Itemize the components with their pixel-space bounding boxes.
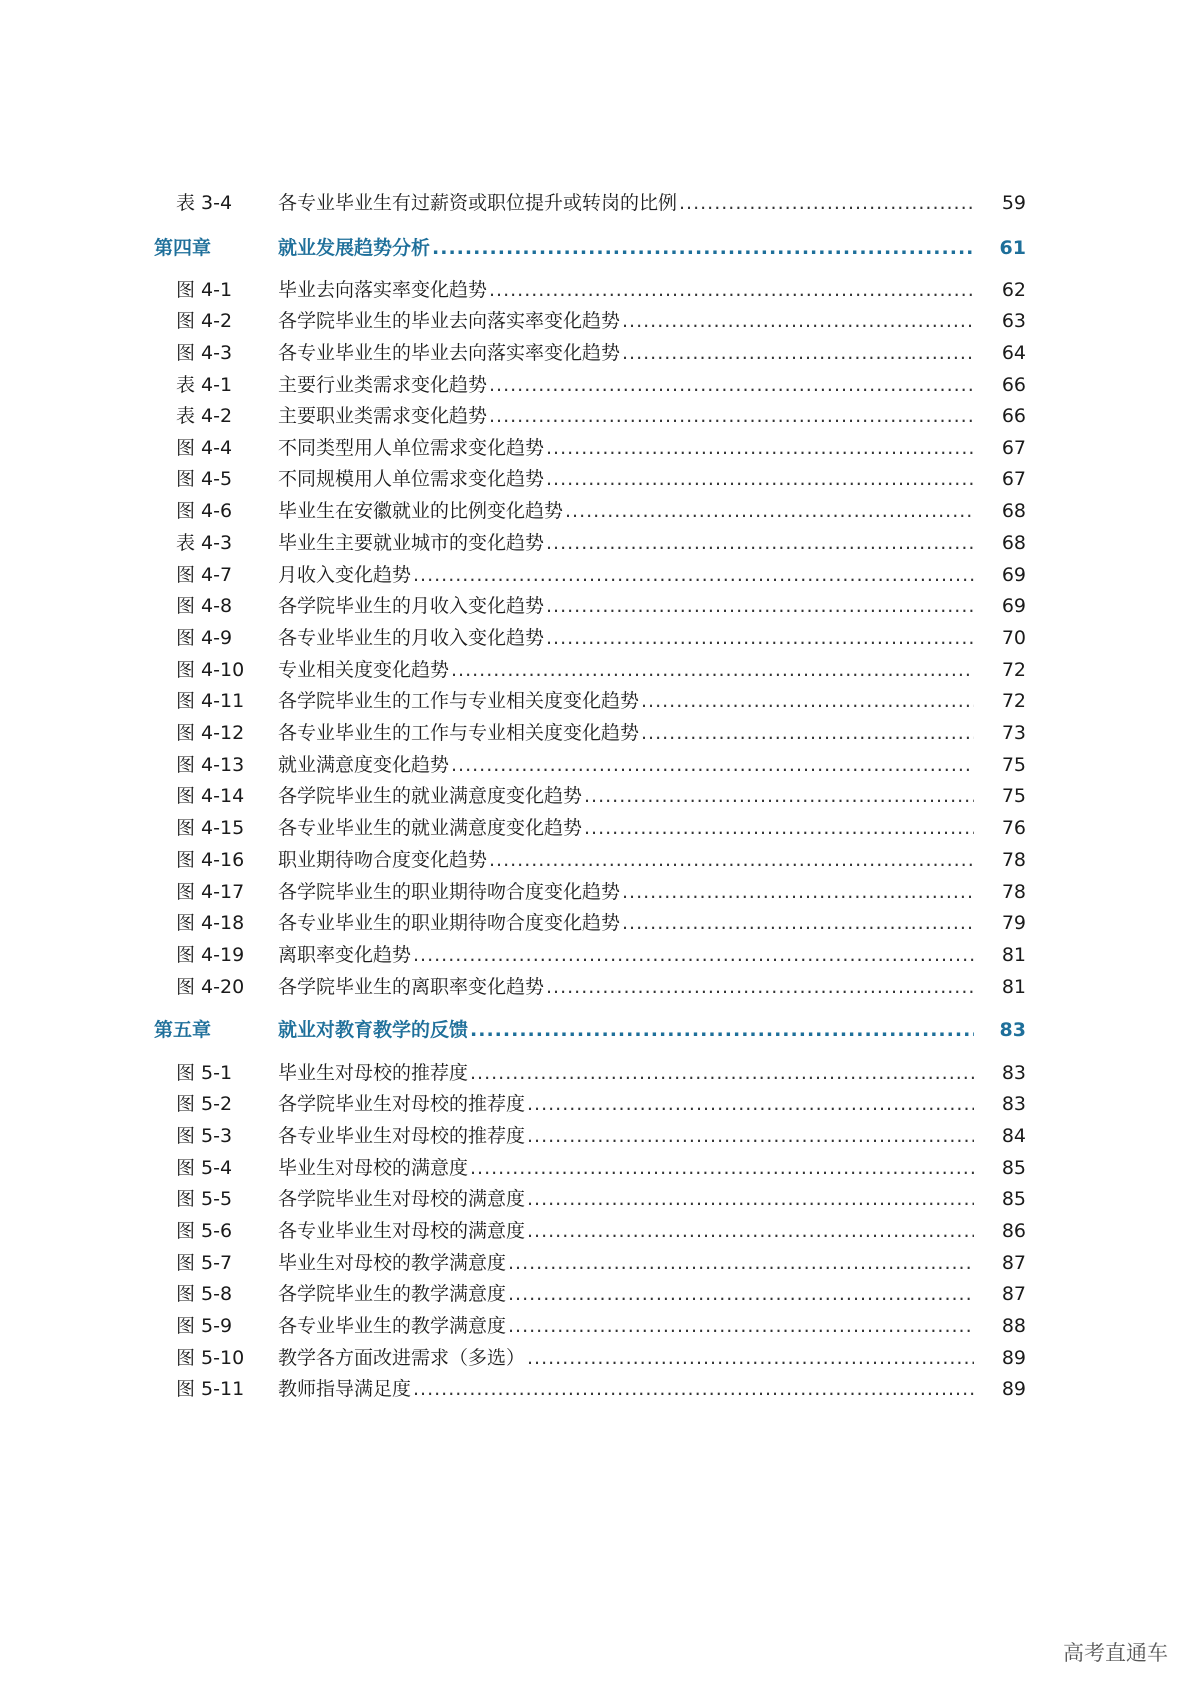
toc-entry[interactable] [0,845,1190,875]
toc-entry-title: 各学院毕业生的毕业去向落实率变化趋势 [278,310,621,332]
dot-leader [546,528,974,558]
toc-entry-label: 表 3-4 [176,192,233,214]
toc-entry-title: 各专业毕业生有过薪资或职位提升或转岗的比例 [278,192,678,214]
toc-entry[interactable] [0,496,1190,526]
toc-entry[interactable] [0,1248,1190,1278]
toc-entry-title: 各学院毕业生的职业期待吻合度变化趋势 [278,881,621,903]
toc-entry-title: 不同类型用人单位需求变化趋势 [278,437,545,459]
toc-entry-page-number: 88 [1001,1315,1026,1337]
toc-entry[interactable] [0,972,1190,1002]
toc-entry-title-line [278,233,974,263]
toc-entry-label: 图 4-20 [176,976,245,998]
toc-entry-title: 各学院毕业生的离职率变化趋势 [278,976,545,998]
dot-leader [432,233,974,263]
toc-entry[interactable] [0,1089,1190,1119]
toc-entry-title-line [278,655,974,685]
toc-entry-label: 表 4-1 [176,374,233,396]
toc-entry-label: 图 5-6 [176,1220,233,1242]
toc-entry[interactable] [0,877,1190,907]
toc-entry-label: 第四章 [154,237,212,259]
toc-entry-label: 图 5-7 [176,1252,233,1274]
toc-entry-page-number: 83 [1001,1062,1026,1084]
dot-leader [413,1374,974,1404]
toc-entry[interactable] [0,655,1190,685]
dot-leader [413,940,974,970]
toc-entry[interactable] [0,188,1190,218]
toc-entry-title-line [278,464,974,494]
toc-entry-label: 图 4-11 [176,690,245,712]
toc-entry-title: 各专业毕业生的职业期待吻合度变化趋势 [278,912,621,934]
toc-entry[interactable] [0,1184,1190,1214]
toc-entry-title: 主要职业类需求变化趋势 [278,405,488,427]
toc-entry-label: 图 5-10 [176,1347,245,1369]
toc-entry-title-line [278,306,974,336]
toc-entry-title-line [278,1248,974,1278]
dot-leader [641,686,974,716]
dot-leader [546,433,974,463]
toc-entry-page-number: 78 [1001,881,1026,903]
toc-entry-title-line [278,370,974,400]
dot-leader [641,718,974,748]
dot-leader [413,560,974,590]
toc-entry-title: 各专业毕业生的毕业去向落实率变化趋势 [278,342,621,364]
dot-leader [508,1279,974,1309]
dot-leader [489,275,974,305]
toc-entry-label: 图 4-14 [176,785,245,807]
toc-entry-title-line [278,781,974,811]
toc-entry-title-line [278,972,974,1002]
toc-entry-title-line [278,188,974,218]
toc-entry-page-number: 66 [1001,405,1026,427]
toc-entry-title: 就业对教育教学的反馈 [278,1019,469,1041]
toc-entry-page-number: 72 [1001,690,1026,712]
dot-leader [584,813,974,843]
toc-entry-title: 各学院毕业生对母校的推荐度 [278,1093,526,1115]
toc-entry-label: 图 4-17 [176,881,245,903]
toc-entry-page-number: 64 [1001,342,1026,364]
toc-entry-label: 图 5-11 [176,1378,245,1400]
toc-entry-label: 图 5-8 [176,1283,233,1305]
toc-entry[interactable] [0,940,1190,970]
toc-entry-page-number: 66 [1001,374,1026,396]
toc-entry-page-number: 81 [1001,976,1026,998]
dot-leader [451,750,974,780]
dot-leader [546,623,974,653]
toc-entry-page-number: 70 [1001,627,1026,649]
toc-entry[interactable] [0,528,1190,558]
toc-entry-title: 毕业生在安徽就业的比例变化趋势 [278,500,564,522]
toc-entry[interactable] [0,464,1190,494]
dot-leader [508,1311,974,1341]
toc-entry-title-line [278,275,974,305]
toc-entry-title-line [278,1089,974,1119]
toc-entry-title-line [278,686,974,716]
toc-entry-page-number: 78 [1001,849,1026,871]
toc-entry-page-number: 59 [1001,192,1026,214]
toc-entry-title-line [278,940,974,970]
toc-entry-page-number: 87 [1001,1283,1026,1305]
toc-entry-label: 图 4-9 [176,627,233,649]
toc-entry-page-number: 84 [1001,1125,1026,1147]
toc-entry-page-number: 85 [1001,1157,1026,1179]
toc-entry[interactable] [0,1279,1190,1309]
toc-entry-title: 各专业毕业生对母校的满意度 [278,1220,526,1242]
toc-entry-page-number: 62 [1001,279,1026,301]
toc-entry-title-line [278,1343,974,1373]
toc-entry-label: 图 4-7 [176,564,233,586]
toc-entry[interactable] [0,781,1190,811]
toc-entry-label: 图 5-3 [176,1125,233,1147]
toc-entry-title: 毕业生主要就业城市的变化趋势 [278,532,545,554]
toc-entry-title: 毕业去向落实率变化趋势 [278,279,488,301]
toc-entry-label: 图 5-5 [176,1188,233,1210]
dot-leader [470,1058,974,1088]
toc-entry-page-number: 75 [1001,785,1026,807]
dot-leader [584,781,974,811]
toc-entry-title: 教师指导满足度 [278,1378,412,1400]
toc-entry-title-line [278,750,974,780]
toc-entry-title: 各专业毕业生的教学满意度 [278,1315,507,1337]
toc-entry-label: 图 4-4 [176,437,233,459]
toc-entry-label: 图 4-15 [176,817,245,839]
dot-leader [546,591,974,621]
toc-entry-page-number: 69 [1001,595,1026,617]
toc-entry-page-number: 68 [1001,532,1026,554]
toc-entry-page-number: 67 [1001,468,1026,490]
toc-entry-title: 各学院毕业生的教学满意度 [278,1283,507,1305]
toc-entry[interactable] [0,1058,1190,1088]
dot-leader [527,1089,974,1119]
toc-entry-page-number: 61 [999,237,1026,259]
toc-entry-title: 各专业毕业生的工作与专业相关度变化趋势 [278,722,640,744]
toc-entry-title-line [278,1121,974,1151]
dot-leader [622,877,974,907]
toc-entry[interactable] [0,750,1190,780]
toc-entry-title: 教学各方面改进需求（多选） [278,1347,526,1369]
dot-leader [546,972,974,1002]
dot-leader [489,370,974,400]
dot-leader [508,1248,974,1278]
toc-entry-page-number: 69 [1001,564,1026,586]
toc-entry-label: 图 4-16 [176,849,245,871]
toc-entry-title: 各学院毕业生对母校的满意度 [278,1188,526,1210]
toc-entry-label: 图 4-18 [176,912,245,934]
toc-entry-page-number: 73 [1001,722,1026,744]
dot-leader [489,845,974,875]
toc-entry-title-line [278,1015,974,1045]
toc-entry[interactable] [0,370,1190,400]
toc-entry-title: 毕业生对母校的满意度 [278,1157,469,1179]
toc-entry-title-line [278,1058,974,1088]
toc-entry-title: 各专业毕业生对母校的推荐度 [278,1125,526,1147]
toc-entry-label: 图 4-8 [176,595,233,617]
toc-entry-label: 图 5-1 [176,1062,233,1084]
toc-chapter-entry[interactable] [0,233,1190,263]
toc-entry-title: 不同规模用人单位需求变化趋势 [278,468,545,490]
dot-leader [527,1121,974,1151]
toc-entry-label: 表 4-2 [176,405,233,427]
toc-entry-page-number: 72 [1001,659,1026,681]
dot-leader [679,188,974,218]
toc-entry-title-line [278,1153,974,1183]
dot-leader [622,306,974,336]
dot-leader [622,338,974,368]
toc-entry-page-number: 87 [1001,1252,1026,1274]
toc-entry-label: 图 4-13 [176,754,245,776]
toc-entry-title: 毕业生对母校的推荐度 [278,1062,469,1084]
toc-entry-title-line [278,338,974,368]
dot-leader [451,655,974,685]
toc-entry-label: 图 5-9 [176,1315,233,1337]
toc-entry-title: 职业期待吻合度变化趋势 [278,849,488,871]
toc-entry-title-line [278,1216,974,1246]
dot-leader [527,1343,974,1373]
toc-entry-title: 各学院毕业生的月收入变化趋势 [278,595,545,617]
toc-entry-label: 表 4-3 [176,532,233,554]
toc-entry-label: 图 4-5 [176,468,233,490]
dot-leader [565,496,974,526]
toc-entry-title: 就业满意度变化趋势 [278,754,450,776]
dot-leader [527,1216,974,1246]
toc-entry[interactable] [0,1121,1190,1151]
toc-entry-title: 主要行业类需求变化趋势 [278,374,488,396]
toc-entry[interactable] [0,1216,1190,1246]
toc-entry-title: 各学院毕业生的就业满意度变化趋势 [278,785,583,807]
toc-entry-title-line [278,623,974,653]
toc-entry-label: 图 4-3 [176,342,233,364]
toc-entry-title-line [278,401,974,431]
toc-entry[interactable] [0,1153,1190,1183]
toc-entry-label: 图 4-6 [176,500,233,522]
toc-entry-label: 图 5-2 [176,1093,233,1115]
dot-leader [470,1015,974,1045]
toc-entry-title-line [278,433,974,463]
toc-entry-page-number: 86 [1001,1220,1026,1242]
toc-entry[interactable] [0,275,1190,305]
toc-entry-title-line [278,718,974,748]
toc-entry-label: 第五章 [154,1019,212,1041]
toc-entry[interactable] [0,623,1190,653]
toc-entry-title: 各专业毕业生的就业满意度变化趋势 [278,817,583,839]
toc-entry[interactable] [0,1343,1190,1373]
toc-entry-title-line [278,496,974,526]
toc-entry-label: 图 5-4 [176,1157,233,1179]
toc-entry-page-number: 85 [1001,1188,1026,1210]
dot-leader [527,1184,974,1214]
toc-entry-title: 各学院毕业生的工作与专业相关度变化趋势 [278,690,640,712]
toc-entry-page-number: 75 [1001,754,1026,776]
dot-leader [546,464,974,494]
toc-entry-page-number: 76 [1001,817,1026,839]
toc-entry-title: 离职率变化趋势 [278,944,412,966]
toc-entry[interactable] [0,718,1190,748]
toc-entry-title: 各专业毕业生的月收入变化趋势 [278,627,545,649]
toc-entry[interactable] [0,560,1190,590]
toc-entry-page-number: 67 [1001,437,1026,459]
toc-entry-title-line [278,1311,974,1341]
watermark-text: 高考直通车 [1063,1641,1168,1665]
toc-entry-page-number: 89 [1001,1347,1026,1369]
toc-entry-label: 图 4-10 [176,659,245,681]
toc-entry-title-line [278,528,974,558]
toc-entry-page-number: 79 [1001,912,1026,934]
toc-entry[interactable] [0,1374,1190,1404]
toc-entry[interactable] [0,908,1190,938]
dot-leader [489,401,974,431]
toc-entry-page-number: 81 [1001,944,1026,966]
toc-entry-title: 专业相关度变化趋势 [278,659,450,681]
toc-entry[interactable] [0,1311,1190,1341]
toc-entry-label: 图 4-1 [176,279,233,301]
toc-chapter-entry[interactable] [0,1015,1190,1045]
toc-entry-page-number: 89 [1001,1378,1026,1400]
toc-entry[interactable] [0,686,1190,716]
toc-entry[interactable] [0,813,1190,843]
toc-entry-title-line [278,591,974,621]
toc-entry[interactable] [0,401,1190,431]
toc-entry-label: 图 4-19 [176,944,245,966]
toc-entry-page-number: 68 [1001,500,1026,522]
toc-entry-title-line [278,560,974,590]
toc-entry-label: 图 4-12 [176,722,245,744]
toc-entry-title: 毕业生对母校的教学满意度 [278,1252,507,1274]
toc-entry[interactable] [0,433,1190,463]
toc-entry-page-number: 63 [1001,310,1026,332]
toc-entry-title: 月收入变化趋势 [278,564,412,586]
toc-entry-title-line [278,908,974,938]
dot-leader [470,1153,974,1183]
toc-entry[interactable] [0,338,1190,368]
dot-leader [622,908,974,938]
toc-entry-page-number: 83 [1001,1093,1026,1115]
toc-entry-title-line [278,845,974,875]
toc-entry-title: 就业发展趋势分析 [278,237,431,259]
toc-entry-title-line [278,1184,974,1214]
toc-entry-label: 图 4-2 [176,310,233,332]
toc-entry[interactable] [0,591,1190,621]
toc-entry-title-line [278,877,974,907]
toc-entry-title-line [278,1374,974,1404]
toc-entry[interactable] [0,306,1190,336]
toc-entry-title-line [278,1279,974,1309]
toc-entry-page-number: 83 [999,1019,1026,1041]
toc-entry-title-line [278,813,974,843]
